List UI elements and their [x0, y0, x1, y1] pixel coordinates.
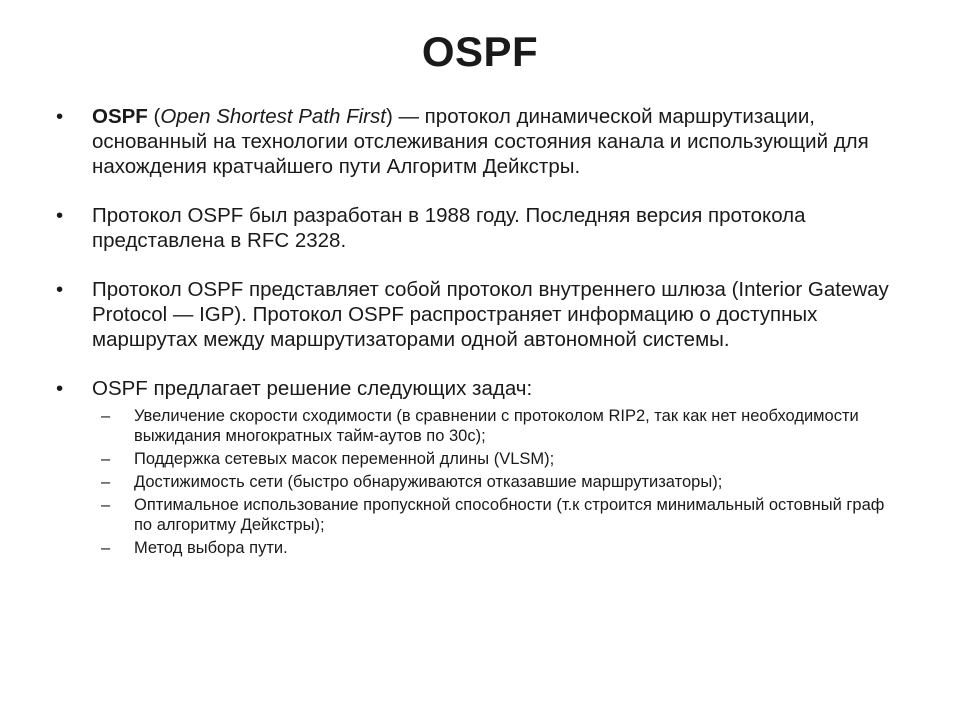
- bullet-text: Протокол OSPF был разработан в 1988 году. Последняя версия протокола представлена в RFC 2328.: [92, 204, 806, 252]
- sub-item-text: Поддержка сетевых масок переменной длины (VLSM);: [134, 450, 555, 468]
- sub-item-text: Метод выбора пути.: [134, 539, 288, 557]
- slide-title: OSPF: [421, 28, 539, 75]
- sub-list: [92, 406, 906, 558]
- bullet-paren-open: (: [147, 105, 161, 128]
- sub-item-bandwidth: [92, 495, 906, 535]
- sub-item-text: Оптимальное использование пропускной способности (т.к строится минимальный остовный граф по алгоритму Дейкстры);: [134, 496, 885, 534]
- sub-marker: –: [101, 450, 111, 468]
- bullet-item-igp: [56, 277, 906, 352]
- bullet-item-tasks: [56, 376, 906, 558]
- sub-item-text: Достижимость сети (быстро обнаруживаются отказавшие маршрутизаторы);: [134, 473, 723, 491]
- sub-item-convergence: [92, 406, 906, 446]
- bullet-item-history: [56, 203, 906, 253]
- bullet-item-definition: [56, 104, 906, 179]
- sub-item-reachability: [92, 472, 906, 492]
- bullet-term: OSPF: [92, 105, 148, 128]
- sub-item-vlsm: [92, 449, 906, 469]
- bullet-marker: •: [56, 105, 64, 128]
- sub-item-path-selection: [92, 538, 906, 558]
- bullet-text: OSPF предлагает решение следующих задач:: [92, 377, 533, 400]
- bullet-marker: •: [56, 377, 64, 400]
- sub-item-text: Увеличение скорости сходимости (в сравнении с протоколом RIP2, так как нет необходимости выжидания многократных тайм-аутов по 30с);: [134, 407, 859, 445]
- sub-marker: –: [101, 407, 111, 425]
- sub-marker: –: [101, 473, 111, 491]
- bullet-marker: •: [56, 278, 64, 301]
- bullet-list: [56, 104, 906, 561]
- bullet-marker: •: [56, 204, 64, 227]
- sub-marker: –: [101, 496, 111, 514]
- bullet-text: Протокол OSPF представляет собой протокол внутреннего шлюза (Interior Gateway Protocol — IGP). Протокол OSPF распространяет информацию о доступных маршрутах между маршрутизаторами одной автономной системы.: [92, 278, 889, 351]
- bullet-term-expanded: Open Shortest Path First: [160, 105, 386, 128]
- sub-marker: –: [101, 539, 111, 557]
- bullet-text: ) — протокол динамической маршрутизации, основанный на технологии отслеживания состояния канала и использующий для нахождения кратчайшего пути Алгоритм Дейкстры.: [92, 105, 869, 178]
